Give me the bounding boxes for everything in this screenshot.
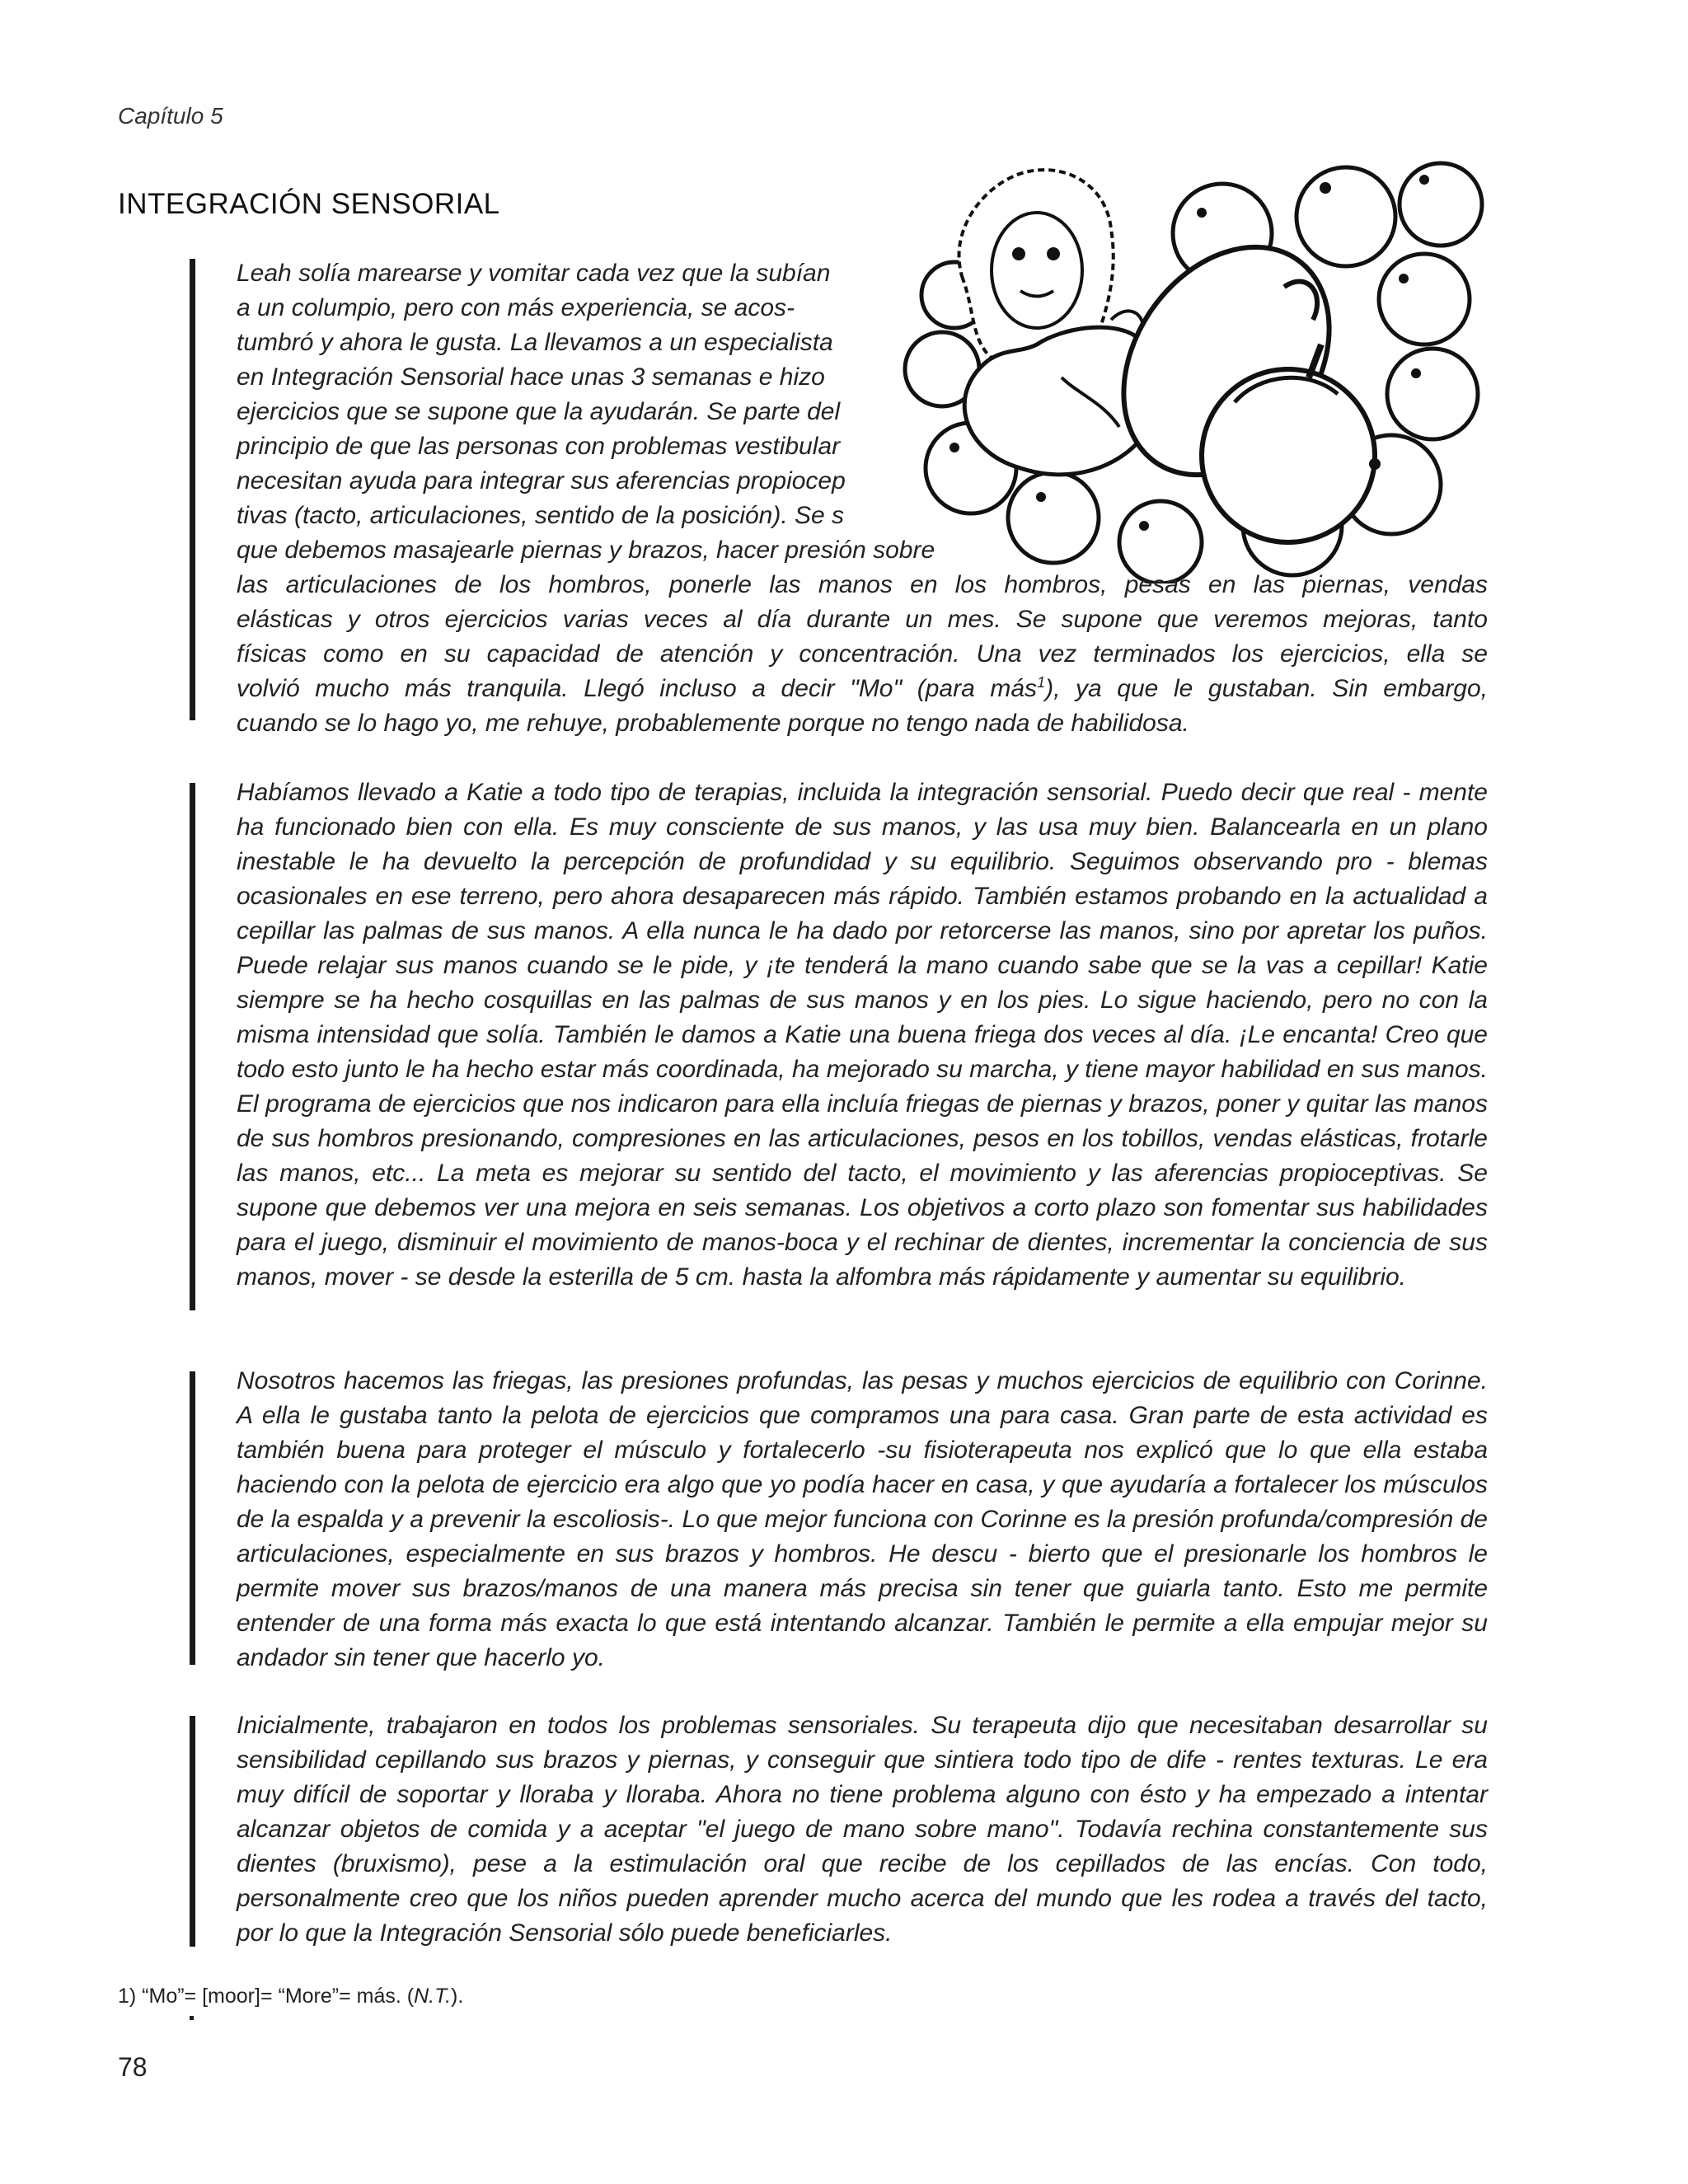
footnote-dot	[190, 2016, 194, 2020]
quote1-line: que debemos masajearle piernas y brazos, hacer presión sobre	[237, 537, 935, 564]
quote1-line: elásticas y otros ejercicios varias veces al día durante un mes. Se supone que veremos mejoras, tanto	[237, 606, 1488, 633]
quote1-line: las articulaciones de los hombros, ponerle las manos en los hombros, pesas en las piernas, vendas	[237, 571, 1488, 598]
footnote-mark: 1	[1037, 674, 1046, 691]
page-number: 78	[118, 2052, 148, 2082]
section-title: INTEGRACIÓN SENSORIAL	[118, 188, 500, 220]
quote1-line: en Integración Sensorial hace unas 3 semanas e hizo	[237, 363, 825, 391]
quote-paragraph-1	[237, 256, 1488, 741]
quote1-line-footnoted	[237, 672, 1488, 706]
quote1-text-before-mark: volvió mucho más tranquila. Llegó incluso a decir "Mo" (para más	[237, 675, 1038, 702]
quote-paragraph-2: Habíamos llevado a Katie a todo tipo de terapias, incluida la integración sensorial. Puedo decir que real - mente ha funcionado bien con ella. Es muy consciente de sus manos, y las usa muy bien. Balancearla en un plano inestable le ha devuelto la percepción de profundidad y su equilibrio. Seguimos observando pro - blemas ocasionales en ese terreno, pero ahora desaparecen más rápido. También estamos probando en la actualidad a cepillar las palmas de sus manos. A ella nunca le ha dado por retorcerse las manos, sino por apretar los puños. Puede relajar sus manos cuando se le pide, y ¡te tenderá la mano cuando sabe que se la vas a cepillar! Katie siempre se ha hecho cosquillas en las palmas de sus manos y en los pies. Lo sigue haciendo, pero no con la misma intensidad que solía. También le damos a Katie una buena friega dos veces al día. ¡Le encanta! Creo que todo esto junto le ha hecho estar más coordinada, ha mejorado su marcha, y tiene mayor habilidad en sus manos. El programa de ejercicios que nos indicaron para ella incluía friegas de piernas y brazos, poner y quitar las manos de sus hombros presionando, compresiones en las articulaciones, pesos en los tobillos, vendas elásticas, frotarle las manos, etc... La meta es mejorar su sentido del tacto, el movimiento y las aferencias propioceptivas. Se supone que debemos ver una mejora en seis semanas. Los objetivos a corto plazo son fomentar sus habilidades para el juego, disminuir el movimiento de manos-boca y el rechinar de dientes, incrementar la conciencia de sus manos, mover - se desde la esterilla de 5 cm. hasta la alfombra más rápidamente y aumentar su equilibrio.	[237, 779, 1488, 1291]
quote1-text-after-mark: ), ya que le gustaban. Sin embargo,	[1045, 675, 1488, 702]
quote1-line: físicas como en su capacidad de atención y concentración. Una vez terminados los ejercicios, ella se	[237, 640, 1488, 668]
quote-paragraph-3: Nosotros hacemos las friegas, las presiones profundas, las pesas y muchos ejercicios de equilibrio con Corinne. A ella le gustaba tanto la pelota de ejercicios que compramos una para casa. Gran parte de esta actividad es también buena para proteger el músculo y fortalecerlo -su fisioterapeuta nos explicó que lo que ella estaba haciendo con la pelota de ejercicio era algo que yo podía hacer en casa, y que ayudaría a fortalecer los músculos de la espalda y a prevenir la escoliosis-. Lo que mejor funciona con Corinne es la presión profunda/compresión de articulaciones, especialmente en sus brazos y hombros. He descu - bierto que el presionarle los hombros le permite mover sus brazos/manos de una manera más precisa sin tener que guiarla tanto. Esto me permite entender de una forma más exacta lo que está intentando alcanzar. También le permite a ella empujar mejor su andador sin tener que hacerlo yo.	[237, 1367, 1488, 1671]
quote1-line: a un columpio, pero con más experiencia, se acos-	[237, 294, 795, 321]
footnote-text: 1) “Mo”= [moor]= “More”= más. (	[118, 1985, 415, 2008]
quote1-line: principio de que las personas con problemas vestibular	[237, 433, 841, 460]
footnote-suffix: ).	[451, 1985, 464, 2008]
footnote	[118, 1985, 463, 2008]
quote-bar-4	[190, 1716, 195, 1947]
chapter-label: Capítulo 5	[118, 103, 223, 129]
quote-bar-3	[190, 1371, 195, 1665]
quote1-line: tivas (tacto, articulaciones, sentido de la posición). Se s	[237, 502, 845, 529]
quote1-line: ejercicios que se supone que la ayudarán. Se parte del	[237, 398, 841, 425]
quote-bar-1	[190, 259, 195, 720]
footnote-translator-note: N.T.	[414, 1985, 452, 2008]
quote-paragraph-4: Inicialmente, trabajaron en todos los problemas sensoriales. Su terapeuta dijo que necesitaban desarrollar su sensibilidad cepillando sus brazos y piernas, y conseguir que sintiera todo tipo de dife - rentes texturas. Le era muy difícil de soportar y lloraba y lloraba. Ahora no tiene problema alguno con ésto y ha empezado a intentar alcanzar objetos de comida y a aceptar "el juego de mano sobre mano". Todavía rechina constantemente sus dientes (bruxismo), pese a la estimulación oral que recibe de los cepillados de las encías. Con todo, personalmente creo que los niños pueden aprender mucho acerca del mundo que les rodea a través del tacto, por lo que la Integración Sensorial sólo puede beneficiarles.	[237, 1712, 1488, 1947]
quote1-line: Leah solía marearse y vomitar cada vez que la subían	[237, 260, 831, 287]
quote1-line: necesitan ayuda para integrar sus aferencias propiocep	[237, 467, 846, 494]
quote1-line: cuando se lo hago yo, me rehuye, probablemente porque no tengo nada de habilidosa.	[237, 710, 1189, 737]
quote-bar-2	[190, 783, 195, 1310]
quote1-line: tumbró y ahora le gusta. La llevamos a un especialista	[237, 329, 833, 356]
